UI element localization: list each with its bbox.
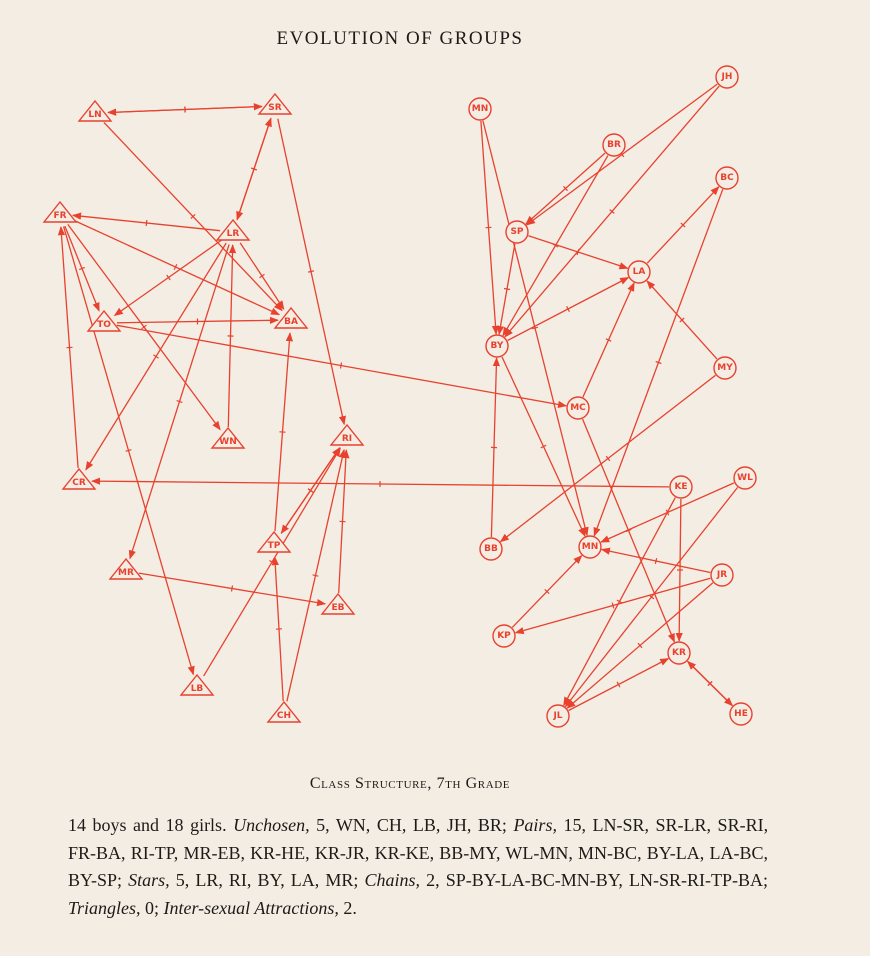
node-label: TO bbox=[97, 320, 111, 330]
edge-tick bbox=[308, 271, 314, 272]
node-label: LN bbox=[88, 110, 102, 120]
node-jl-girl bbox=[547, 705, 569, 727]
triangles-label: Triangles, bbox=[68, 897, 141, 918]
node-label: KP bbox=[497, 631, 511, 641]
pairs-value: 15, LN-SR, SR-LR, SR-RI, FR-BA, RI-TP, MR-EB, KR-HE, KR-JR, KR-KE, BB-MY, WL-MN, MN-BC, BY-LA, LA-BC, BY-SP; bbox=[68, 815, 769, 890]
pairs-label: Pairs, bbox=[513, 815, 557, 835]
node-jh-girl bbox=[716, 66, 738, 88]
node-label: BC bbox=[720, 173, 734, 183]
node-label: CH bbox=[276, 711, 292, 721]
node-label: TP bbox=[267, 541, 281, 551]
node-label: WL bbox=[737, 473, 753, 483]
node-label: BA bbox=[284, 317, 298, 327]
intersexual-label: Inter-sexual Attractions, bbox=[163, 897, 339, 918]
node-cr-boy bbox=[63, 469, 95, 489]
node-label: LB bbox=[190, 684, 204, 694]
node-label: SR bbox=[268, 103, 282, 113]
edge-tick bbox=[260, 274, 265, 277]
node-label: RI bbox=[341, 434, 353, 444]
node-ke-girl bbox=[670, 476, 692, 498]
node-ba-boy bbox=[275, 308, 307, 328]
node-mn2-girl bbox=[579, 536, 601, 558]
node-label: MY bbox=[717, 363, 733, 373]
stars-label: Stars, bbox=[128, 870, 170, 890]
triangles-value: 0; bbox=[145, 897, 160, 918]
node-label: EB bbox=[331, 603, 345, 613]
node-label: KR bbox=[672, 648, 686, 658]
edge-tick bbox=[167, 275, 170, 280]
node-kr-girl bbox=[668, 642, 690, 664]
edges-layer bbox=[61, 84, 738, 710]
caption-intro: 14 boys and 18 girls. bbox=[68, 815, 227, 835]
page-title: EVOLUTION OF GROUPS bbox=[276, 28, 524, 49]
node-ri-boy bbox=[331, 425, 363, 445]
node-ch-boy bbox=[268, 702, 300, 722]
node-jr-girl bbox=[711, 564, 733, 586]
edge-tick bbox=[146, 220, 147, 226]
node-sp-girl bbox=[506, 221, 528, 243]
node-label: JH bbox=[721, 72, 733, 82]
node-ln-boy bbox=[79, 101, 111, 121]
node-label: MN bbox=[471, 104, 489, 114]
node-label: LA bbox=[632, 267, 646, 277]
node-label: HE bbox=[734, 709, 748, 719]
edge-tick bbox=[251, 168, 257, 170]
node-label: BR bbox=[607, 140, 621, 150]
node-wl-girl bbox=[734, 467, 756, 489]
node-lr-boy bbox=[217, 220, 249, 240]
node-label: MC bbox=[570, 403, 586, 413]
node-tp-boy bbox=[258, 532, 290, 552]
node-wn-boy bbox=[212, 428, 244, 448]
stars-value: 5, LR, RI, BY, LA, MR; bbox=[175, 870, 359, 890]
node-label: BB bbox=[484, 544, 498, 554]
chains-label: Chains, bbox=[364, 870, 421, 890]
unchosen-label: Unchosen, bbox=[233, 815, 310, 835]
node-label: JR bbox=[716, 570, 728, 580]
node-label: WN bbox=[219, 437, 237, 447]
unchosen-value: 5, WN, CH, LB, JH, BR; bbox=[316, 815, 507, 835]
node-label: MN bbox=[581, 542, 599, 552]
node-label: FR bbox=[53, 211, 67, 221]
edge-tick bbox=[655, 558, 656, 564]
node-mc-girl bbox=[567, 397, 589, 419]
node-br-girl bbox=[603, 134, 625, 156]
node-label: KE bbox=[674, 482, 688, 492]
edge-tick bbox=[612, 603, 614, 609]
edge-tick bbox=[504, 289, 510, 290]
node-la-girl bbox=[628, 261, 650, 283]
caption bbox=[68, 812, 768, 922]
node-mn-girl bbox=[469, 98, 491, 120]
caption-title: Class Structure, 7th Grade bbox=[309, 775, 511, 792]
intersexual-value: 2. bbox=[343, 897, 357, 918]
nodes-layer bbox=[44, 66, 756, 727]
node-to-boy bbox=[88, 311, 120, 331]
node-he-girl bbox=[730, 703, 752, 725]
node-kp-girl bbox=[493, 625, 515, 647]
edge-tick bbox=[126, 450, 132, 452]
node-label: LR bbox=[226, 229, 240, 239]
edge-tick bbox=[341, 363, 342, 369]
edge-tick bbox=[232, 586, 233, 592]
node-label: JL bbox=[553, 711, 563, 721]
node-by-girl bbox=[486, 335, 508, 357]
node-label: CR bbox=[72, 478, 86, 488]
node-sr-boy bbox=[259, 94, 291, 114]
chains-value: 2, SP-BY-LA-BC-MN-BY, LN-SR-RI-TP-BA; bbox=[426, 870, 768, 890]
node-my-girl bbox=[714, 357, 736, 379]
node-eb-boy bbox=[322, 594, 354, 614]
node-lb-boy bbox=[181, 675, 213, 695]
node-label: MR bbox=[118, 568, 134, 578]
node-label: SP bbox=[510, 227, 524, 237]
node-bc-girl bbox=[716, 167, 738, 189]
node-label: BY bbox=[490, 341, 504, 351]
node-fr-boy bbox=[44, 202, 76, 222]
edge-tick bbox=[313, 575, 319, 576]
edge-tick bbox=[308, 489, 313, 492]
node-bb-girl bbox=[480, 538, 502, 560]
node-mr-boy bbox=[110, 559, 142, 579]
